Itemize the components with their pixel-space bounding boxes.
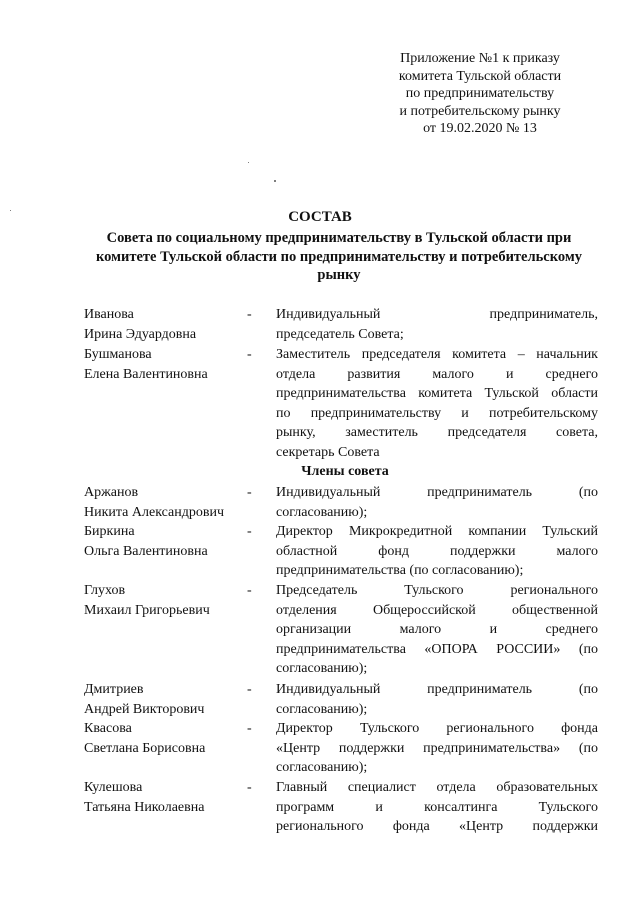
- member-role: [276, 483, 598, 522]
- member-surname: Дмитриев: [84, 682, 144, 697]
- role-line: Заместитель председателя комитета – начальник: [276, 347, 598, 362]
- appendix-line: по предпринимательству: [405, 86, 555, 101]
- document-title: СОСТАВ: [288, 209, 352, 225]
- dash-separator: -: [247, 780, 252, 795]
- role-line: по предпринимательству и потребительскому: [276, 405, 598, 421]
- member-name: [84, 345, 254, 384]
- member-surname: Аржанов: [84, 485, 139, 500]
- role-line: Индивидуальный предприниматель (по: [276, 485, 598, 500]
- member-role: [276, 345, 598, 462]
- member-given-name: Татьяна Николаевна: [84, 799, 205, 815]
- role-line: регионального фонда «Центр поддержки: [276, 819, 598, 834]
- member-name: [84, 483, 254, 522]
- subtitle-line: комитете Тульской области по предпринимательству и потребительскому: [96, 248, 582, 265]
- dash-separator: -: [247, 524, 252, 539]
- member-given-name: Ольга Валентиновна: [84, 543, 208, 559]
- role-line: согласованию);: [276, 504, 368, 520]
- dash-separator: -: [247, 347, 252, 362]
- member-role: [276, 778, 598, 837]
- section-heading-members: Члены совета: [301, 464, 389, 479]
- member-role: [276, 581, 598, 679]
- appendix-line: комитета Тульской области: [398, 68, 562, 84]
- role-line: секретарь Совета: [276, 444, 380, 460]
- scan-speck: [10, 210, 11, 211]
- appendix-line: и потребительскому рынку: [399, 103, 561, 119]
- member-given-name: Михаил Григорьевич: [84, 602, 210, 618]
- member-name: [84, 778, 254, 817]
- member-given-name: Никита Александрович: [84, 504, 225, 520]
- role-line: Директор Тульского регионального фонда: [276, 721, 598, 736]
- scan-speck: [248, 162, 249, 163]
- role-line: отделения Общероссийской общественной: [276, 602, 598, 618]
- appendix-line: от 19.02.2020 № 13: [423, 121, 537, 136]
- member-name: [84, 680, 254, 719]
- member-surname: Глухов: [84, 583, 126, 598]
- appendix-line: Приложение №1 к приказу: [400, 51, 560, 66]
- appendix-header: [380, 50, 580, 138]
- role-line: предпринимательства комитета Тульской области: [276, 386, 598, 401]
- dash-separator: -: [247, 307, 252, 322]
- member-role: [276, 680, 598, 719]
- member-surname: Бушманова: [84, 347, 152, 362]
- member-role: [276, 719, 598, 778]
- scan-speck: [274, 180, 276, 182]
- role-line: программ и консалтинга Тульского: [276, 799, 598, 815]
- role-line: Индивидуальный предприниматель,: [276, 307, 598, 322]
- dash-separator: -: [247, 485, 252, 500]
- role-line: Директор Микрокредитной компании Тульский: [276, 524, 598, 539]
- member-role: [276, 522, 598, 581]
- member-name: [84, 719, 254, 758]
- subtitle-line: рынку: [317, 267, 361, 283]
- role-line: отдела развития малого и среднего: [276, 366, 598, 382]
- subtitle-line: Совета по социальному предпринимательству в Тульской области при: [106, 230, 572, 246]
- dash-separator: -: [247, 721, 252, 736]
- dash-separator: -: [247, 682, 252, 697]
- role-line: рынку, заместитель председателя совета,: [276, 425, 598, 440]
- member-given-name: Светлана Борисовна: [84, 740, 206, 756]
- role-line: организации малого и среднего: [276, 622, 598, 637]
- member-role: [276, 305, 598, 344]
- role-line: «Центр поддержки предпринимательства» (по: [276, 740, 598, 756]
- member-surname: Биркина: [84, 524, 135, 539]
- member-name: [84, 581, 254, 620]
- member-given-name: Елена Валентиновна: [84, 366, 208, 382]
- role-line: Индивидуальный предприниматель (по: [276, 682, 598, 697]
- member-given-name: Андрей Викторович: [84, 701, 205, 717]
- role-line: предпринимательства (по согласованию);: [276, 563, 524, 578]
- role-line: согласованию);: [276, 661, 368, 676]
- document-subtitle: [74, 229, 604, 285]
- member-surname: Квасова: [84, 721, 132, 736]
- role-line: предпринимательства «ОПОРА РОССИИ» (по: [276, 641, 598, 657]
- role-line: Председатель Тульского регионального: [276, 583, 598, 598]
- role-line: областной фонд поддержки малого: [276, 543, 598, 559]
- member-surname: Кулешова: [84, 780, 143, 795]
- role-line: согласованию);: [276, 760, 368, 775]
- role-line: Главный специалист отдела образовательных: [276, 780, 598, 795]
- member-given-name: Ирина Эдуардовна: [84, 326, 197, 342]
- member-name: [84, 305, 254, 344]
- member-name: [84, 522, 254, 561]
- role-line: председатель Совета;: [276, 326, 404, 342]
- dash-separator: -: [247, 583, 252, 598]
- role-line: согласованию);: [276, 701, 368, 717]
- member-surname: Иванова: [84, 307, 134, 322]
